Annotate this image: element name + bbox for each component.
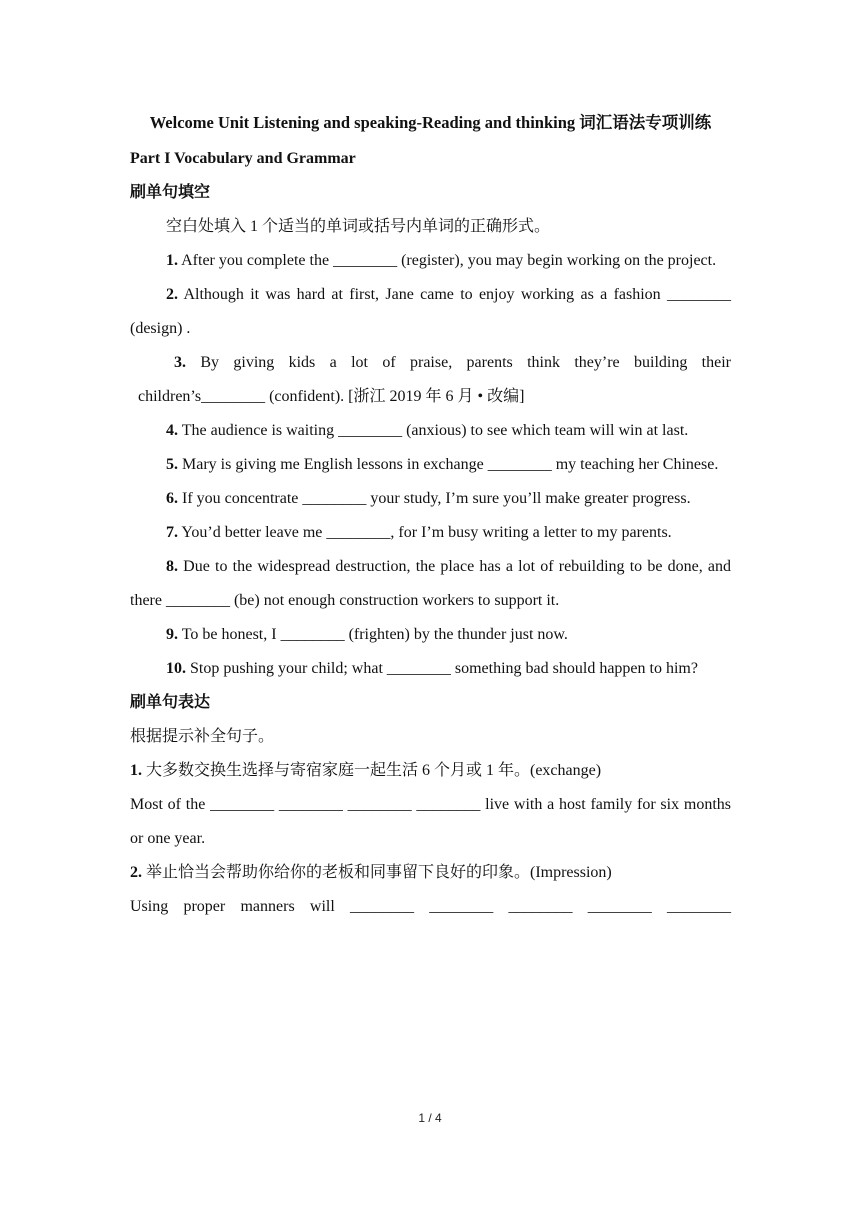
question-number: 7. xyxy=(166,524,178,541)
expression-answer-1: Most of the ________ ________ ________ ________ live with a host family for six months or one year. xyxy=(130,796,731,847)
question-4 xyxy=(130,414,731,448)
part-heading: Part I Vocabulary and Grammar xyxy=(130,150,356,167)
expression-prompt-1 xyxy=(130,754,731,788)
document-title: Welcome Unit Listening and speaking-Reading and thinking 词汇语法专项训练 xyxy=(149,113,712,132)
question-number: 3. xyxy=(174,354,186,371)
question-number: 2. xyxy=(166,286,178,303)
question-text: After you complete the ________ (register), you may begin working on the project. xyxy=(178,252,717,269)
question-2 xyxy=(130,278,731,346)
question-text: Due to the widespread destruction, the place has a lot of rebuilding to be done, and there ________ (be) not enough construction workers to support it. xyxy=(130,558,731,609)
question-number: 9. xyxy=(166,626,178,643)
question-number: 4. xyxy=(166,422,178,439)
question-number: 2. xyxy=(130,864,142,881)
section-instruction: 根据提示补全句子。 xyxy=(130,728,275,745)
section-heading-expression: 刷单句表达 xyxy=(130,694,211,711)
question-number: 1. xyxy=(166,252,178,269)
question-number: 5. xyxy=(166,456,178,473)
expression-answer-2: Using proper manners will ________ ________ ________ ________ ________ xyxy=(130,898,731,915)
question-1 xyxy=(130,244,731,278)
question-text: You’d better leave me ________, for I’m busy writing a letter to my parents. xyxy=(178,524,672,541)
expression-prompt-2 xyxy=(130,856,731,890)
section-heading-fill-blank: 刷单句填空 xyxy=(130,184,211,201)
question-text: By giving kids a lot of praise, parents think they’re building their children’s________ (confident). [浙江 2019 年 6 月 • 改编] xyxy=(138,354,731,405)
question-8 xyxy=(130,550,731,618)
page-number: 1 / 4 xyxy=(418,1111,442,1125)
question-text: Although it was hard at first, Jane came to enjoy working as a fashion ________ (design) . xyxy=(130,286,731,337)
question-number: 8. xyxy=(166,558,178,575)
document-content xyxy=(130,108,731,924)
question-number: 6. xyxy=(166,490,178,507)
question-7 xyxy=(130,516,731,550)
question-5 xyxy=(130,448,731,482)
question-number: 1. xyxy=(130,762,142,779)
question-10 xyxy=(130,652,731,686)
question-number: 10. xyxy=(166,660,186,677)
question-6 xyxy=(130,482,731,516)
question-text: If you concentrate ________ your study, I’m sure you’ll make greater progress. xyxy=(178,490,691,507)
question-text: Stop pushing your child; what ________ something bad should happen to him? xyxy=(186,660,698,677)
prompt-text: 大多数交换生选择与寄宿家庭一起生活 6 个月或 1 年。(exchange) xyxy=(142,762,602,779)
section-instruction: 空白处填入 1 个适当的单词或括号内单词的正确形式。 xyxy=(166,218,551,235)
question-3 xyxy=(130,346,731,414)
question-9 xyxy=(130,618,731,652)
prompt-text: 举止恰当会帮助你给你的老板和同事留下良好的印象。(Impression) xyxy=(142,864,612,881)
question-text: To be honest, I ________ (frighten) by the thunder just now. xyxy=(178,626,568,643)
question-text: Mary is giving me English lessons in exchange ________ my teaching her Chinese. xyxy=(178,456,719,473)
question-text: The audience is waiting ________ (anxious) to see which team will win at last. xyxy=(178,422,689,439)
